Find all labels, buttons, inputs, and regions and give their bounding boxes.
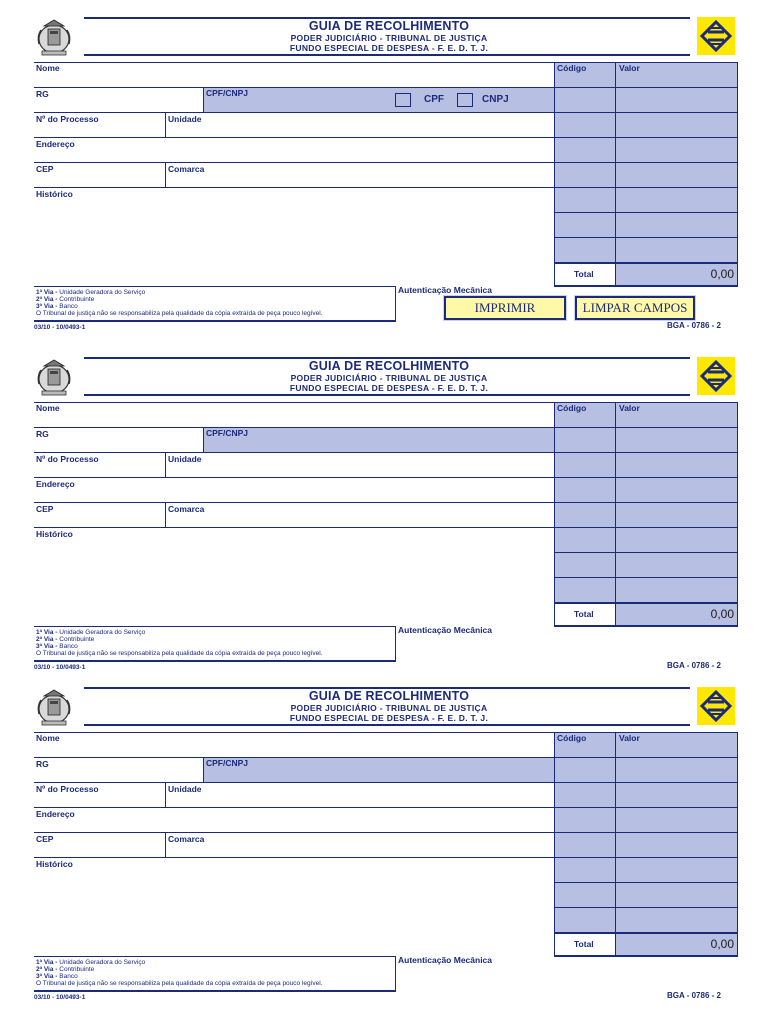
processo-label: Nº do Processo	[36, 784, 99, 794]
nome-label: Nome	[36, 403, 60, 413]
comarca-label: Comarca	[168, 834, 205, 844]
autenticacao-label: Autenticação Mecânica	[398, 955, 493, 965]
form-title: GUIA DE RECOLHIMENTO	[308, 689, 470, 703]
processo-label: Nº do Processo	[36, 114, 99, 124]
vias-box: 1ª Via - Unidade Geradora do Serviço 2ª Via - Contribuinte 3ª Via - Banco O Tribunal de justiça não se responsabiliza pela qualidade da cópia extraída de peça pouco legível.	[34, 956, 396, 992]
form-subtitle-1: PODER JUDICIÁRIO - TRIBUNAL DE JUSTIÇA	[290, 373, 488, 383]
form-subtitle-2: FUNDO ESPECIAL DE DESPESA - F. E. D. T. J.	[289, 713, 489, 723]
endereco-label: Endereço	[36, 139, 75, 149]
nome-label: Nome	[36, 63, 60, 73]
rg-label: RG	[36, 89, 49, 99]
disclaimer: O Tribunal de justiça não se responsabiliza pela qualidade da cópia extraída de peça pouco legível.	[36, 980, 323, 987]
form-subtitle-1: PODER JUDICIÁRIO - TRIBUNAL DE JUSTIÇA	[290, 33, 488, 43]
valor-label: Valor	[619, 63, 640, 73]
form-subtitle-1: PODER JUDICIÁRIO - TRIBUNAL DE JUSTIÇA	[290, 703, 488, 713]
form-subtitle-2: FUNDO ESPECIAL DE DESPESA - F. E. D. T. J.	[289, 383, 489, 393]
codigo-label: Código	[557, 733, 587, 743]
valor-label: Valor	[619, 403, 640, 413]
form-code: 03/10 - 10/0493-1	[34, 994, 86, 1001]
total-value: 0,00	[710, 937, 734, 951]
historico-label: Histórico	[36, 189, 73, 199]
cnpj-checkbox-label: CNPJ	[482, 94, 509, 105]
form-title: GUIA DE RECOLHIMENTO	[308, 19, 470, 33]
unidade-label: Unidade	[168, 114, 202, 124]
comarca-label: Comarca	[168, 164, 205, 174]
form-title: GUIA DE RECOLHIMENTO	[308, 359, 470, 373]
disclaimer: O Tribunal de justiça não se responsabiliza pela qualidade da cópia extraída de peça pouco legível.	[36, 310, 323, 317]
total-label: Total	[574, 939, 594, 949]
rg-label: RG	[36, 429, 49, 439]
codigo-label: Código	[557, 403, 587, 413]
coat-of-arms-icon	[34, 356, 74, 398]
vias-box: 1ª Via - Unidade Geradora do Serviço 2ª Via - Contribuinte 3ª Via - Banco O Tribunal de justiça não se responsabiliza pela qualidade da cópia extraída de peça pouco legível.	[34, 626, 396, 662]
total-label: Total	[574, 269, 594, 279]
cpf-cnpj-label: CPF/CNPJ	[206, 428, 249, 438]
guia-recolhimento	[0, 340, 768, 680]
comarca-label: Comarca	[168, 504, 205, 514]
cpf-checkbox-label: CPF	[424, 94, 444, 105]
codigo-label: Código	[557, 63, 587, 73]
banco-brasil-logo-icon	[697, 687, 735, 725]
nome-label: Nome	[36, 733, 60, 743]
cep-label: CEP	[36, 164, 54, 174]
guia-recolhimento	[0, 0, 768, 340]
total-value: 0,00	[710, 607, 734, 621]
imprimir-button[interactable]: IMPRIMIR	[444, 296, 566, 320]
bga-code: BGA - 0786 - 2	[667, 321, 721, 330]
limpar-campos-button[interactable]: LIMPAR CAMPOS	[575, 296, 695, 320]
endereco-label: Endereço	[36, 809, 75, 819]
cep-label: CEP	[36, 504, 54, 514]
form-subtitle-2: FUNDO ESPECIAL DE DESPESA - F. E. D. T. J.	[289, 43, 489, 53]
endereco-label: Endereço	[36, 479, 75, 489]
valor-label: Valor	[619, 733, 640, 743]
historico-label: Histórico	[36, 529, 73, 539]
banco-brasil-logo-icon	[697, 357, 735, 395]
cpf-cnpj-label: CPF/CNPJ	[206, 88, 249, 98]
form-code: 03/10 - 10/0493-1	[34, 664, 86, 671]
form-code: 03/10 - 10/0493-1	[34, 324, 86, 331]
coat-of-arms-icon	[34, 686, 74, 728]
autenticacao-label: Autenticação Mecânica	[398, 625, 493, 635]
cnpj-checkbox[interactable]	[457, 93, 473, 107]
disclaimer: O Tribunal de justiça não se responsabiliza pela qualidade da cópia extraída de peça pouco legível.	[36, 650, 323, 657]
bga-code: BGA - 0786 - 2	[667, 661, 721, 670]
rg-label: RG	[36, 759, 49, 769]
cep-label: CEP	[36, 834, 54, 844]
vias-box: 1ª Via - Unidade Geradora do Serviço 2ª Via - Contribuinte 3ª Via - Banco O Tribunal de justiça não se responsabiliza pela qualidade da cópia extraída de peça pouco legível.	[34, 286, 396, 322]
coat-of-arms-icon	[34, 16, 74, 58]
total-label: Total	[574, 609, 594, 619]
banco-brasil-logo-icon	[697, 17, 735, 55]
cpf-cnpj-label: CPF/CNPJ	[206, 758, 249, 768]
guia-recolhimento	[0, 670, 768, 1010]
total-value: 0,00	[710, 267, 734, 281]
historico-label: Histórico	[36, 859, 73, 869]
processo-label: Nº do Processo	[36, 454, 99, 464]
unidade-label: Unidade	[168, 454, 202, 464]
unidade-label: Unidade	[168, 784, 202, 794]
cpf-checkbox[interactable]	[395, 93, 411, 107]
autenticacao-label: Autenticação Mecânica	[398, 285, 493, 295]
bga-code: BGA - 0786 - 2	[667, 991, 721, 1000]
